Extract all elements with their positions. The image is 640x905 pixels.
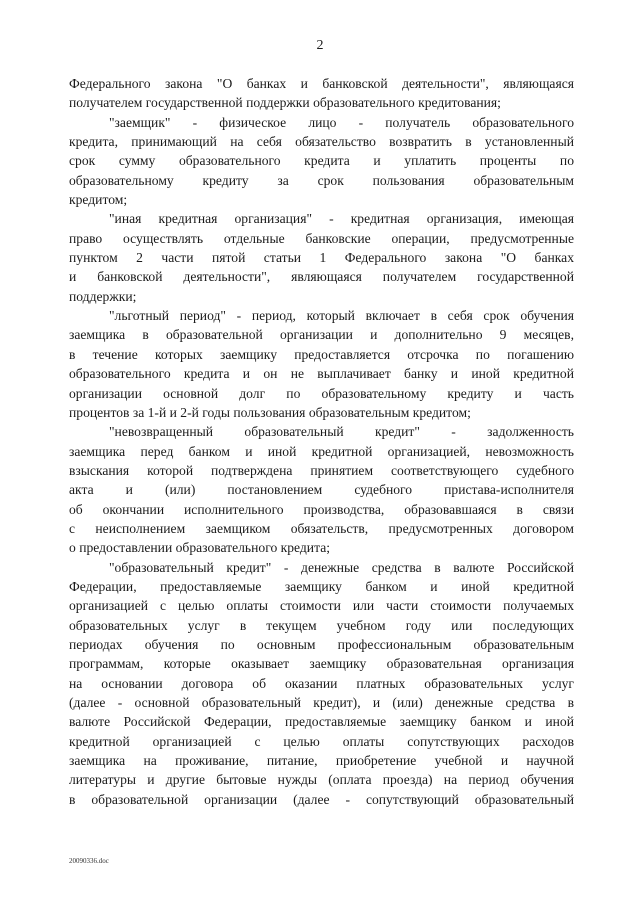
text-line: получателем государственной поддержки образовательного кредитования; bbox=[69, 95, 501, 111]
text-line: кредитной организацией с целью оплаты сопутствующих расходов bbox=[69, 733, 574, 749]
text-line: об окончании исполнительного производства, образовавшаяся в связи bbox=[69, 501, 574, 517]
text-line: заемщика в образовательной организации и дополнительно 9 месяцев, bbox=[69, 327, 574, 343]
text-line: образовательному кредиту за срок пользования образовательным bbox=[69, 172, 574, 188]
text-line: на основании договора об оказании платных образовательных услуг bbox=[69, 675, 574, 691]
text-line: поддержки; bbox=[69, 288, 137, 304]
text-line: образовательного кредита и он не выплачивает банку и иной кредитной bbox=[69, 366, 574, 382]
text-line: кредита, принимающий на себя обязательство возвратить в установленный bbox=[69, 134, 574, 150]
document-file-code: 20090336.doc bbox=[69, 857, 109, 865]
text-line: "невозвращенный образовательный кредит" - задолженность bbox=[109, 424, 574, 440]
text-line: валюте Российской Федерации, предоставляемые заемщику банком и иной bbox=[69, 714, 574, 730]
text-line: Федерации, предоставляемые заемщику банком и иной кредитной bbox=[69, 578, 574, 594]
text-line: периодах обучения по основным профессиональным образовательным bbox=[69, 636, 574, 652]
text-line: (далее - основной образовательный кредит), и (или) денежные средства в bbox=[69, 695, 574, 710]
text-line: и банковской деятельности", являющаяся получателем государственной bbox=[69, 269, 574, 285]
text-line: организацией с целью оплаты стоимости или части стоимости получаемых bbox=[69, 598, 574, 614]
text-line: процентов за 1-й и 2-й годы пользования образовательным кредитом; bbox=[69, 404, 471, 420]
text-line: программам, которые оказывает заемщику образовательная организация bbox=[69, 656, 574, 672]
text-line: в образовательной организации (далее - сопутствующий образовательный bbox=[69, 791, 574, 807]
text-line: Федерального закона "О банках и банковской деятельности", являющаяся bbox=[69, 76, 574, 91]
text-line: организации основной долг по образовательному кредиту и часть bbox=[69, 385, 574, 401]
text-line: кредитом; bbox=[69, 192, 128, 208]
document-body bbox=[69, 74, 574, 809]
text-line: взыскания которой подтверждена принятием соответствующего судебного bbox=[69, 462, 574, 478]
text-line: о предоставлении образовательного кредита; bbox=[69, 540, 331, 556]
text-line: право осуществлять отдельные банковские операции, предусмотренные bbox=[69, 230, 574, 246]
text-line: в течение которых заемщику предоставляется отсрочка по погашению bbox=[69, 346, 574, 362]
text-line: срок сумму образовательного кредита и уплатить проценты по bbox=[69, 153, 574, 169]
page-number: 2 bbox=[316, 38, 324, 53]
text-line: "заемщик" - физическое лицо - получатель образовательного bbox=[109, 114, 574, 130]
text-line: заемщика перед банком и иной кредитной организацией, невозможность bbox=[69, 443, 574, 459]
text-line: акта и (или) постановлением судебного пристава-исполнителя bbox=[69, 482, 574, 498]
text-line: литературы и другие бытовые нужды (оплата проезда) на период обучения bbox=[69, 772, 574, 788]
text-line: с неисполнением заемщиком обязательств, предусмотренных договором bbox=[69, 520, 574, 536]
text-line: "льготный период" - период, который включает в себя срок обучения bbox=[109, 308, 574, 324]
text-line: "иная кредитная организация" - кредитная организация, имеющая bbox=[109, 211, 574, 227]
text-line: заемщика на проживание, питание, приобретение учебной и научной bbox=[69, 753, 574, 769]
text-line: пунктом 2 части пятой статьи 1 Федерального закона "О банках bbox=[69, 250, 574, 266]
text-line: "образовательный кредит" - денежные средства в валюте Российской bbox=[109, 559, 574, 575]
text-line: образовательных услуг в текущем учебном году или последующих bbox=[69, 617, 574, 633]
